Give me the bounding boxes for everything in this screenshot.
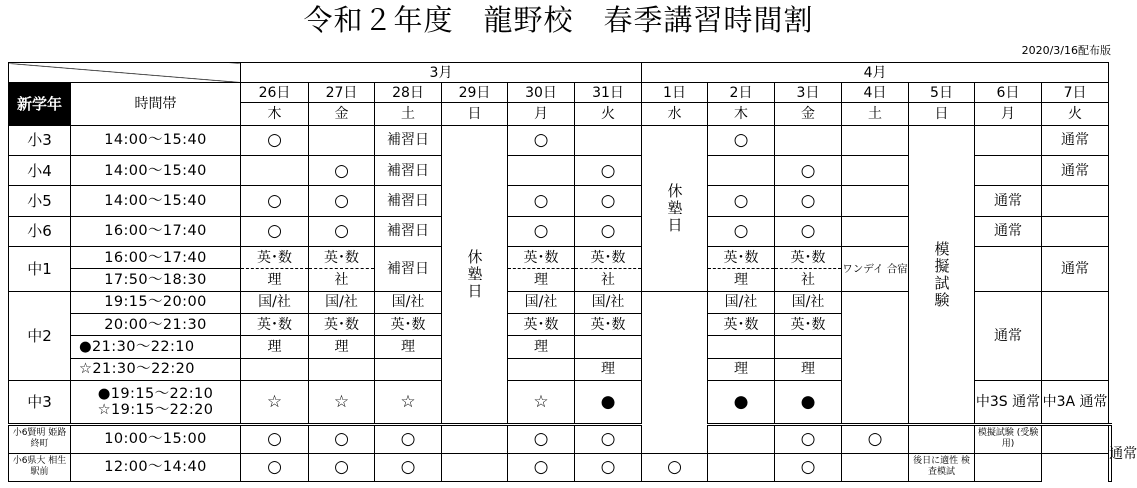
grade-header: 新学年 — [9, 83, 71, 126]
dot-mark: ● — [708, 380, 775, 425]
grade-label: 小6 — [9, 216, 71, 246]
circle-mark: ○ — [375, 453, 442, 481]
tsujo-cell: 通常 — [1042, 156, 1109, 186]
subject-cell: 国/社 — [309, 291, 375, 313]
date-cell: 1日 — [642, 83, 708, 103]
subject-cell: 英･数 — [575, 247, 642, 269]
circle-mark: ○ — [575, 453, 642, 481]
date-cell: 6日 — [975, 83, 1042, 103]
empty-cell — [842, 216, 909, 246]
month-march: 3月 — [241, 63, 642, 83]
moshi-juken-cell: 模擬試験 (受験用) — [975, 425, 1042, 453]
time-slot — [71, 380, 241, 425]
date-cell: 4日 — [842, 83, 909, 103]
tsujo-cell: 通常 — [975, 291, 1042, 380]
circle-mark: ○ — [241, 186, 309, 216]
empty-cell — [1042, 186, 1109, 216]
grade-label: 中2 — [9, 291, 71, 380]
circle-mark: ○ — [508, 125, 575, 155]
time-slot: 16:00～17:40 — [71, 216, 241, 246]
circle-mark: ○ — [508, 216, 575, 246]
time-slot: 14:00～15:40 — [71, 125, 241, 155]
time-slot: 20:00～21:30 — [71, 313, 241, 335]
empty-cell — [241, 156, 309, 186]
subject-cell: 国/社 — [775, 291, 842, 313]
subject-cell: 英･数 — [309, 313, 375, 335]
subject-cell: 英･数 — [708, 247, 775, 269]
subject-cell: 理 — [241, 269, 309, 291]
subject-cell: 理 — [575, 358, 642, 380]
empty-cell — [975, 247, 1042, 292]
empty-cell — [909, 425, 975, 453]
circle-mark: ○ — [309, 453, 375, 481]
date-cell: 28日 — [375, 83, 442, 103]
circle-mark: ○ — [375, 425, 442, 453]
circle-mark: ○ — [241, 125, 309, 155]
empty-cell — [975, 125, 1042, 155]
circle-mark: ○ — [508, 453, 575, 481]
circle-mark: ○ — [708, 125, 775, 155]
time-slot: 14:00～15:40 — [71, 186, 241, 216]
header-corner — [9, 63, 241, 83]
oneday-cell: ワンデイ 合宿 — [842, 247, 909, 292]
time-slot: ☆21:30～22:20 — [71, 358, 241, 380]
time-slot: 12:00～14:40 — [71, 453, 241, 481]
date-cell: 30日 — [508, 83, 575, 103]
circle-mark: ○ — [309, 156, 375, 186]
hoshu-cell: 補習日 — [375, 247, 442, 292]
dot-mark: ● — [575, 380, 642, 425]
subject-cell: 英･数 — [508, 313, 575, 335]
date-cell: 27日 — [309, 83, 375, 103]
hoshu-cell: 補習日 — [375, 186, 442, 216]
empty-cell — [775, 336, 842, 358]
empty-cell — [241, 358, 309, 380]
empty-cell — [842, 186, 909, 216]
subject-cell: 理 — [708, 269, 775, 291]
circle-mark: ○ — [575, 186, 642, 216]
empty-cell — [842, 125, 909, 155]
schedule-table — [8, 62, 1137, 482]
tsujo-cell: 通常 — [975, 186, 1042, 216]
subject-cell: 理 — [508, 336, 575, 358]
subject-cell: 国/社 — [708, 291, 775, 313]
date-cell: 7日 — [1042, 83, 1109, 103]
empty-cell — [309, 125, 375, 155]
weekday-cell: 木 — [241, 103, 309, 125]
subject-cell: 社 — [775, 269, 842, 291]
empty-cell — [375, 358, 442, 380]
circle-mark: ○ — [309, 216, 375, 246]
grade-label: 小4 — [9, 156, 71, 186]
subject-cell: 理 — [309, 336, 375, 358]
circle-mark: ○ — [241, 216, 309, 246]
date-cell: 29日 — [442, 83, 508, 103]
subject-cell: 社 — [575, 269, 642, 291]
date-cell: 2日 — [708, 83, 775, 103]
subject-cell: 英･数 — [241, 247, 309, 269]
time-slot-dot: ●19:15～22:10 — [97, 386, 214, 403]
empty-cell — [508, 358, 575, 380]
subject-cell: 理 — [375, 336, 442, 358]
circle-mark: ○ — [775, 453, 842, 481]
star-mark: ☆ — [508, 380, 575, 425]
empty-cell — [1042, 425, 1109, 453]
subject-cell: 英･数 — [241, 313, 309, 335]
weekday-cell: 水 — [642, 103, 708, 125]
grade-label: 小6賢明 姫路終町 — [9, 425, 71, 453]
dot-mark: ● — [775, 380, 842, 425]
circle-mark: ○ — [775, 156, 842, 186]
weekday-cell: 日 — [909, 103, 975, 125]
subject-cell: 英･数 — [775, 313, 842, 335]
circle-mark: ○ — [575, 156, 642, 186]
subject-cell: 国/社 — [575, 291, 642, 313]
empty-cell — [975, 453, 1042, 481]
subject-cell: 国/社 — [241, 291, 309, 313]
empty-cell — [508, 156, 575, 186]
weekday-cell: 金 — [775, 103, 842, 125]
subject-cell: 英･数 — [775, 247, 842, 269]
date-cell: 26日 — [241, 83, 309, 103]
empty-cell — [842, 453, 909, 481]
subject-cell: 理 — [775, 358, 842, 380]
c3s-cell: 中3S 通常 — [975, 380, 1042, 425]
subject-cell: 英･数 — [575, 313, 642, 335]
empty-cell — [708, 453, 775, 481]
gojitsu-cell: 後日に適性 検査模試 — [909, 453, 975, 481]
distribution-note: 2020/3/16配布版 — [1021, 44, 1111, 57]
weekday-cell: 火 — [1042, 103, 1109, 125]
circle-mark: ○ — [508, 186, 575, 216]
circle-mark: ○ — [642, 453, 708, 481]
empty-cell — [775, 125, 842, 155]
circle-mark: ○ — [575, 425, 642, 453]
grade-label: 小3 — [9, 125, 71, 155]
weekday-cell: 日 — [442, 103, 508, 125]
hoshu-cell: 補習日 — [375, 156, 442, 186]
kyujuku-cell: 休塾日 — [442, 125, 508, 425]
subject-cell: 英･数 — [708, 313, 775, 335]
time-slot: 17:50～18:30 — [71, 269, 241, 291]
hoshu-cell: 補習日 — [375, 125, 442, 155]
subject-cell: 国/社 — [508, 291, 575, 313]
weekday-cell: 月 — [508, 103, 575, 125]
empty-cell — [708, 425, 775, 453]
weekday-cell: 木 — [708, 103, 775, 125]
star-mark: ☆ — [375, 380, 442, 425]
circle-mark: ○ — [241, 453, 309, 481]
subject-cell: 理 — [708, 358, 775, 380]
star-mark: ☆ — [241, 380, 309, 425]
empty-cell — [442, 453, 508, 481]
time-slot-star: ☆19:15～22:20 — [97, 402, 214, 419]
empty-cell — [842, 291, 909, 425]
time-slot: 14:00～15:40 — [71, 156, 241, 186]
date-cell: 3日 — [775, 83, 842, 103]
subject-cell: 理 — [508, 269, 575, 291]
grade-label: 中1 — [9, 247, 71, 292]
moshi-cell: 模擬試験 — [909, 125, 975, 425]
tsujo-cell: 通常 — [1042, 247, 1109, 292]
kyujuku-cell: 休塾日 — [642, 125, 708, 291]
weekday-cell: 月 — [975, 103, 1042, 125]
circle-mark: ○ — [775, 186, 842, 216]
subject-cell: 国/社 — [375, 291, 442, 313]
empty-cell — [708, 156, 775, 186]
empty-cell — [575, 125, 642, 155]
empty-cell — [309, 358, 375, 380]
time-slot: 10:00～15:00 — [71, 425, 241, 453]
time-slot: ●21:30～22:10 — [71, 336, 241, 358]
date-cell: 5日 — [909, 83, 975, 103]
circle-mark: ○ — [309, 186, 375, 216]
tsujo-cell: 通常 — [975, 216, 1042, 246]
date-cell: 31日 — [575, 83, 642, 103]
circle-mark: ○ — [775, 216, 842, 246]
circle-mark: ○ — [708, 186, 775, 216]
star-mark: ☆ — [309, 380, 375, 425]
subject-cell: 英･数 — [375, 313, 442, 335]
circle-mark: ○ — [575, 216, 642, 246]
page-title: 令和２年度 龍野校 春季講習時間割 — [303, 3, 814, 37]
empty-cell — [1042, 291, 1109, 380]
weekday-cell: 土 — [375, 103, 442, 125]
subject-cell: 理 — [241, 336, 309, 358]
month-april: 4月 — [642, 63, 1109, 83]
time-slot: 19:15～20:00 — [71, 291, 241, 313]
circle-mark: ○ — [508, 425, 575, 453]
tsujo-cell: 通常 — [1042, 125, 1109, 155]
circle-mark: ○ — [241, 425, 309, 453]
weekday-cell: 火 — [575, 103, 642, 125]
circle-mark: ○ — [309, 425, 375, 453]
empty-cell — [575, 336, 642, 358]
circle-mark: ○ — [775, 425, 842, 453]
weekday-cell: 土 — [842, 103, 909, 125]
empty-cell — [642, 291, 708, 453]
tsujo-cell: 通常 — [1109, 425, 1112, 482]
hoshu-cell: 補習日 — [375, 216, 442, 246]
circle-mark: ○ — [708, 216, 775, 246]
grade-label: 小5 — [9, 186, 71, 216]
empty-cell — [975, 156, 1042, 186]
subject-cell: 英･数 — [508, 247, 575, 269]
time-header: 時間帯 — [71, 83, 241, 126]
weekday-cell: 金 — [309, 103, 375, 125]
time-slot: 16:00～17:40 — [71, 247, 241, 269]
subject-cell: 英･数 — [309, 247, 375, 269]
empty-cell — [842, 156, 909, 186]
empty-cell — [708, 336, 775, 358]
subject-cell: 社 — [309, 269, 375, 291]
grade-label: 小6県大 相生駅前 — [9, 453, 71, 481]
grade-label: 中3 — [9, 380, 71, 425]
c3a-cell: 中3A 通常 — [1042, 380, 1109, 425]
empty-cell — [1042, 216, 1109, 246]
empty-cell — [442, 425, 508, 453]
circle-mark: ○ — [842, 425, 909, 453]
